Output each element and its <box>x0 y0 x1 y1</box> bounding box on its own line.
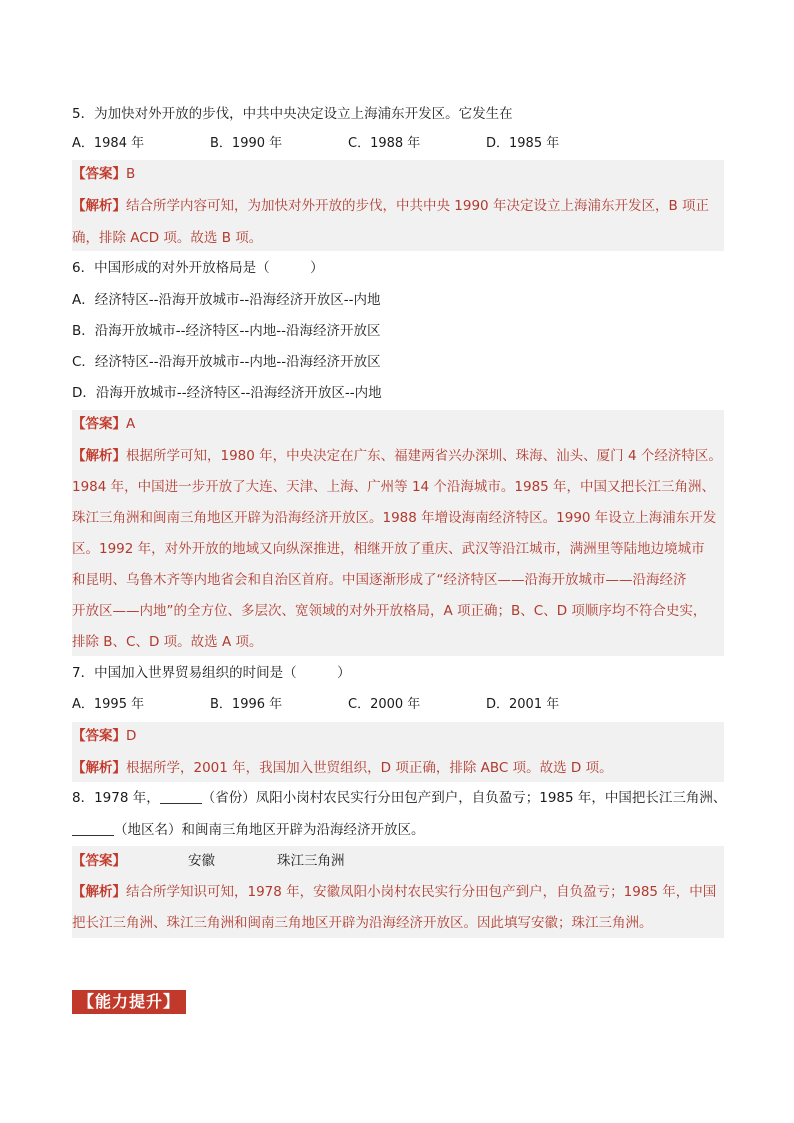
q7-stem: 7．中国加入世界贸易组织的时间是（ ） <box>72 665 351 681</box>
answer-label: 【答案】 <box>72 728 126 744</box>
q6-analysis-line-6: 开放区——内地”的全方位、多层次、宽领域的对外开放格局，A 项正确；B、C、D 项顺序均不符合史实， <box>72 603 707 619</box>
q6-stem: 6．中国形成的对外开放格局是（ ） <box>72 260 324 276</box>
answer-label: 【答案】 <box>72 853 126 869</box>
q6-analysis-line-2: 1984 年，中国进一步开放了大连、天津、上海、广州等 14 个沿海城市。1985 年，中国又把长江三角洲、 <box>72 479 716 495</box>
answer-value-1: 安徽 <box>188 853 215 869</box>
q6-analysis-line-4: 区。1992 年，对外开放的地域又向纵深推进，相继开放了重庆、武汉等沿江城市，满洲里等陆地边境城市 <box>72 541 705 557</box>
q5-option-b: B．1990 年 <box>210 136 283 151</box>
analysis-label: 【解析】 <box>72 198 126 214</box>
q7-option-c: C．2000 年 <box>348 697 421 712</box>
q6-analysis-line-3: 珠江三角洲和闽南三角地区开辟为沿海经济开放区。1988 年增设海南经济特区。1990 年设立上海浦东开发 <box>72 510 717 526</box>
q6-option-c: C．经济特区--沿海开放城市--内地--沿海经济开放区 <box>72 354 381 370</box>
q6-analysis-line-5: 和昆明、乌鲁木齐等内地省会和自治区首府。中国逐渐形成了“经济特区——沿海开放城市——沿海经济 <box>72 572 687 588</box>
q5-option-d: D．1985 年 <box>486 136 560 151</box>
q8-stem-line-1: 8．1978 年， （省份）凤阳小岗村农民实行分田包产到户，自负盈亏；1985 年，中国把长江三角洲、 <box>72 790 727 806</box>
q6-analysis-line-1: 【解析】根据所学可知，1980 年，中央决定在广东、福建两省兴办深圳、珠海、汕头、厦门 4 个经济特区。 <box>72 448 722 464</box>
analysis-label: 【解析】 <box>72 884 126 900</box>
q5-analysis-line-2: 确，排除 ACD 项。故选 B 项。 <box>72 230 263 246</box>
q6-option-a: A．经济特区--沿海开放城市--沿海经济开放区--内地 <box>72 292 381 308</box>
q5-analysis-line-1: 【解析】结合所学内容可知，为加快对外开放的步伐，中共中央 1990 年决定设立上海浦东开发区，B 项正 <box>72 198 709 214</box>
q5-option-a: A．1984 年 <box>72 136 145 151</box>
q7-analysis: 【解析】根据所学，2001 年，我国加入世贸组织，D 项正确，排除 ABC 项。故选 D 项。 <box>72 760 613 776</box>
q7-option-d: D．2001 年 <box>486 697 560 712</box>
q5-stem: 5．为加快对外开放的步伐，中共中央决定设立上海浦东开发区。它发生在 <box>72 106 513 122</box>
q8-answer <box>72 851 345 871</box>
q8-analysis-line-2: 把长江三角洲、珠江三角洲和闽南三角地区开辟为沿海经济开放区。因此填写安徽；珠江三角洲。 <box>72 915 653 931</box>
q8-analysis-line-1: 【解析】结合所学知识可知，1978 年，安徽凤阳小岗村农民实行分田包产到户，自负盈亏；1985 年，中国 <box>72 884 717 900</box>
q7-option-a: A．1995 年 <box>72 697 145 712</box>
q6-answer <box>72 414 135 434</box>
fill-blank-1[interactable] <box>160 789 202 804</box>
q6-analysis-line-7: 排除 B、C、D 项。故选 A 项。 <box>72 634 263 650</box>
analysis-label: 【解析】 <box>72 448 126 464</box>
answer-value-2: 珠江三角洲 <box>277 853 345 869</box>
answer-value: D <box>126 728 137 744</box>
q5-option-c: C．1988 年 <box>348 136 421 151</box>
q7-option-b: B．1996 年 <box>210 697 283 712</box>
answer-label: 【答案】 <box>72 416 126 432</box>
answer-value: A <box>126 416 136 432</box>
section-title: 【能力提升】 <box>72 990 186 1014</box>
analysis-label: 【解析】 <box>72 760 126 776</box>
fill-blank-2[interactable] <box>72 821 114 836</box>
answer-label: 【答案】 <box>72 166 126 182</box>
q6-option-d: D．沿海开放城市--经济特区--沿海经济开放区--内地 <box>72 385 382 401</box>
q6-option-b: B．沿海开放城市--经济特区--内地--沿海经济开放区 <box>72 323 381 339</box>
answer-value: B <box>126 166 136 182</box>
q8-stem-line-2: （地区名）和闽南三角地区开辟为沿海经济开放区。 <box>72 820 425 840</box>
q5-answer <box>72 164 135 184</box>
q7-answer <box>72 726 136 746</box>
